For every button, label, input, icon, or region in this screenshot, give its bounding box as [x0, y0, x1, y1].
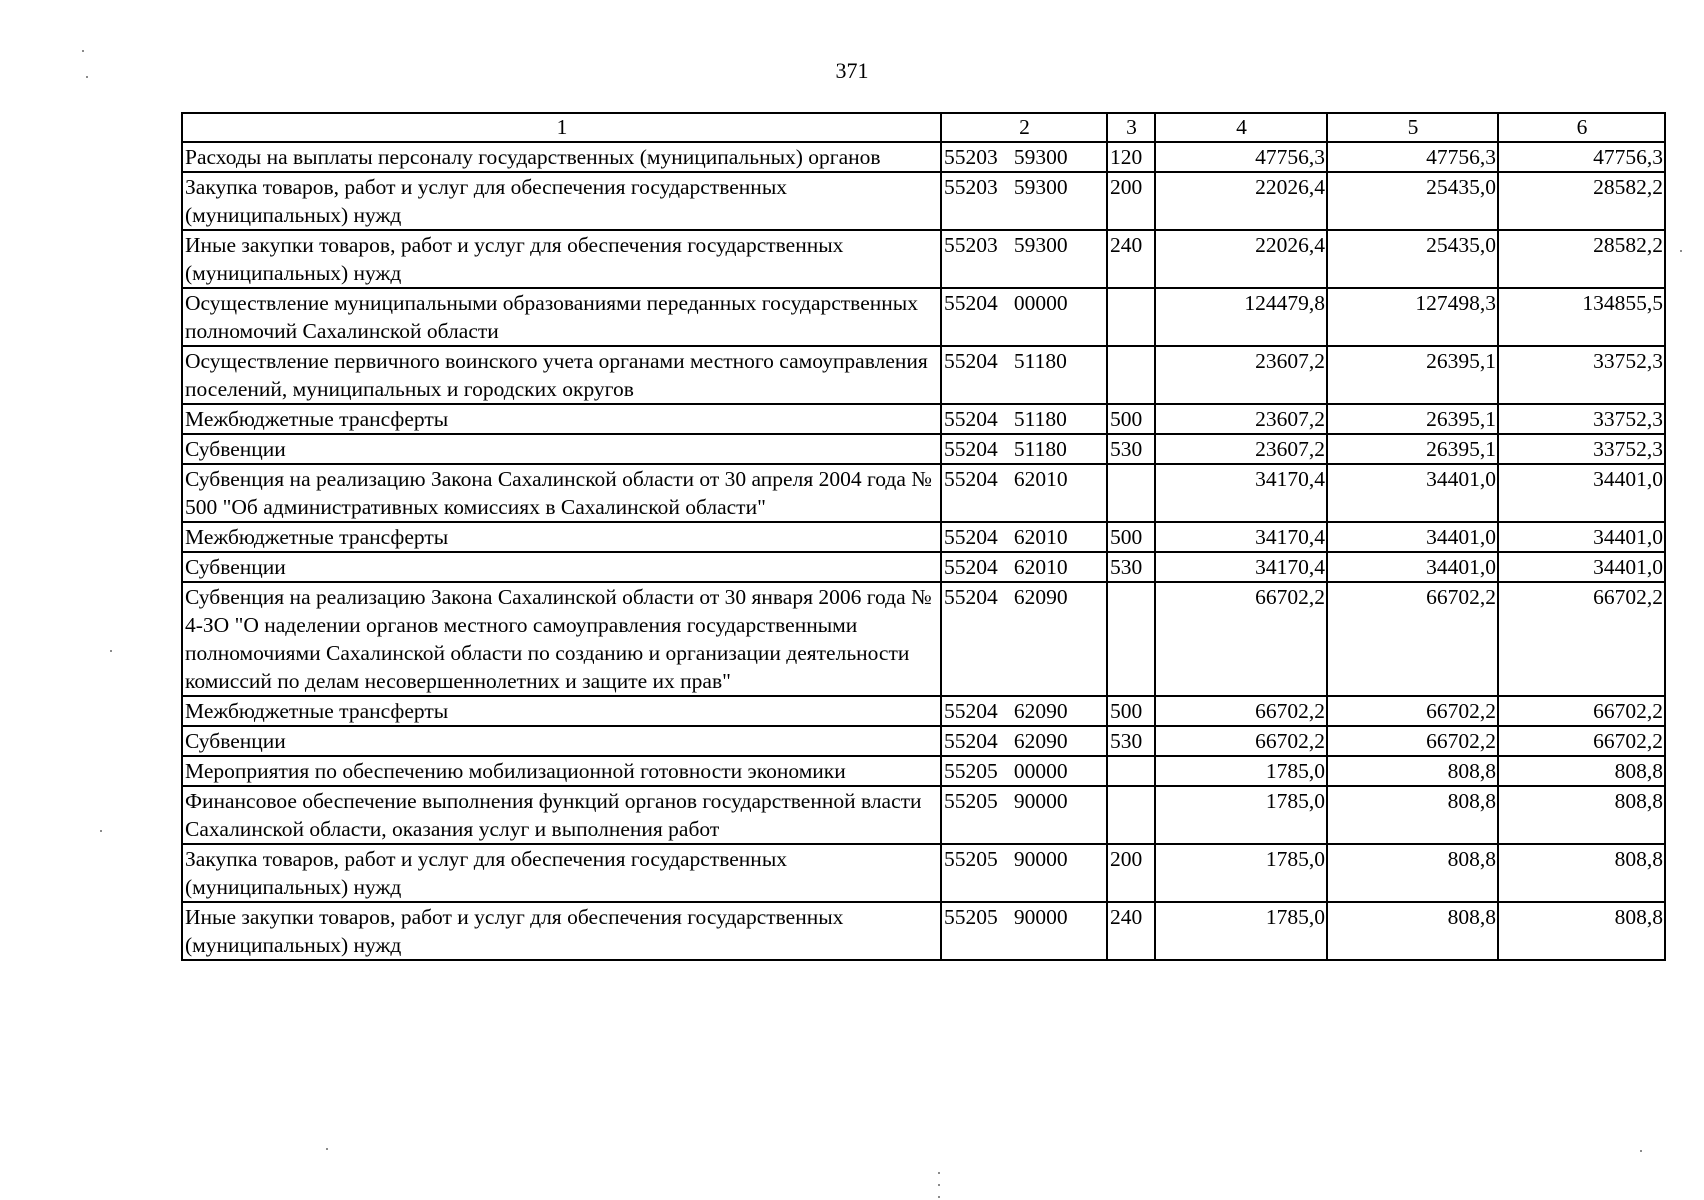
- row-name-cell: Субвенция на реализацию Закона Сахалинской области от 30 апреля 2004 года № 500 "Об административных комиссиях в Сахалинской области": [182, 464, 941, 522]
- row-value-col6: 808,8: [1498, 902, 1665, 960]
- row-name-cell: Расходы на выплаты персоналу государственных (муниципальных) органов: [182, 142, 941, 172]
- table-row: [182, 142, 1665, 172]
- row-name-cell: Межбюджетные трансферты: [182, 404, 941, 434]
- row-value-col4: 66702,2: [1155, 582, 1327, 696]
- column-header: 3: [1107, 113, 1155, 142]
- row-code-cell: 55205 00000: [941, 756, 1107, 786]
- row-value-col5: 66702,2: [1327, 696, 1498, 726]
- row-code-cell: 55205 90000: [941, 902, 1107, 960]
- row-value-col6: 66702,2: [1498, 582, 1665, 696]
- row-code-cell: 55204 62090: [941, 582, 1107, 696]
- scan-speck: [1640, 1150, 1642, 1152]
- page-number: 371: [835, 58, 869, 83]
- scan-speck: [82, 50, 84, 52]
- column-header: 6: [1498, 113, 1665, 142]
- row-value-col5: 26395,1: [1327, 404, 1498, 434]
- row-value-col6: 808,8: [1498, 786, 1665, 844]
- row-value-col6: 66702,2: [1498, 726, 1665, 756]
- row-value-col6: 808,8: [1498, 756, 1665, 786]
- scan-speck: [938, 1196, 940, 1198]
- row-name-cell: Субвенция на реализацию Закона Сахалинской области от 30 января 2006 года № 4-ЗО "О наделении органов местного самоуправления государственными полномочиями Сахалинской области по созданию и организации деятельности комиссий по делам несовершеннолетних и защите их прав": [182, 582, 941, 696]
- row-value-col5: 808,8: [1327, 844, 1498, 902]
- table-row: [182, 230, 1665, 288]
- row-type-cell: [1107, 464, 1155, 522]
- row-code-cell: 55204 00000: [941, 288, 1107, 346]
- table-row: [182, 844, 1665, 902]
- row-type-cell: 120: [1107, 142, 1155, 172]
- row-name-cell: Межбюджетные трансферты: [182, 522, 941, 552]
- row-name-cell: Осуществление муниципальными образованиями переданных государственных полномочий Сахалинской области: [182, 288, 941, 346]
- scan-speck: [938, 1172, 940, 1174]
- row-value-col5: 808,8: [1327, 786, 1498, 844]
- table-row: [182, 756, 1665, 786]
- scan-speck: [110, 650, 112, 652]
- row-code-cell: 55204 62010: [941, 464, 1107, 522]
- row-value-col6: 66702,2: [1498, 696, 1665, 726]
- row-value-col4: 47756,3: [1155, 142, 1327, 172]
- row-code-cell: 55204 62010: [941, 552, 1107, 582]
- row-value-col5: 34401,0: [1327, 552, 1498, 582]
- scan-speck: [938, 1184, 940, 1186]
- table-row: [182, 522, 1665, 552]
- row-value-col4: 1785,0: [1155, 844, 1327, 902]
- row-code-cell: 55205 90000: [941, 786, 1107, 844]
- row-value-col6: 28582,2: [1498, 172, 1665, 230]
- scan-speck: [100, 830, 102, 832]
- table-row: [182, 288, 1665, 346]
- row-name-cell: Закупка товаров, работ и услуг для обеспечения государственных (муниципальных) нужд: [182, 172, 941, 230]
- row-type-cell: [1107, 786, 1155, 844]
- row-name-cell: Закупка товаров, работ и услуг для обеспечения государственных (муниципальных) нужд: [182, 844, 941, 902]
- row-value-col5: 66702,2: [1327, 726, 1498, 756]
- row-value-col4: 1785,0: [1155, 902, 1327, 960]
- row-type-cell: 500: [1107, 404, 1155, 434]
- row-value-col4: 22026,4: [1155, 172, 1327, 230]
- column-header: 1: [182, 113, 941, 142]
- row-value-col4: 34170,4: [1155, 522, 1327, 552]
- row-value-col6: 34401,0: [1498, 464, 1665, 522]
- table-body: [182, 142, 1665, 960]
- row-code-cell: 55203 59300: [941, 230, 1107, 288]
- row-code-cell: 55204 51180: [941, 346, 1107, 404]
- column-header: 2: [941, 113, 1107, 142]
- row-value-col6: 47756,3: [1498, 142, 1665, 172]
- row-value-col5: 26395,1: [1327, 434, 1498, 464]
- table-row: [182, 696, 1665, 726]
- row-name-cell: Межбюджетные трансферты: [182, 696, 941, 726]
- table-row: [182, 346, 1665, 404]
- column-header: 5: [1327, 113, 1498, 142]
- row-value-col6: 33752,3: [1498, 404, 1665, 434]
- row-name-cell: Иные закупки товаров, работ и услуг для обеспечения государственных (муниципальных) нужд: [182, 230, 941, 288]
- row-value-col4: 1785,0: [1155, 756, 1327, 786]
- row-value-col5: 26395,1: [1327, 346, 1498, 404]
- row-type-cell: 500: [1107, 522, 1155, 552]
- row-name-cell: Субвенции: [182, 726, 941, 756]
- row-value-col4: 124479,8: [1155, 288, 1327, 346]
- table-row: [182, 464, 1665, 522]
- row-type-cell: 500: [1107, 696, 1155, 726]
- row-type-cell: 200: [1107, 172, 1155, 230]
- row-value-col4: 34170,4: [1155, 552, 1327, 582]
- table-row: [182, 172, 1665, 230]
- row-value-col4: 1785,0: [1155, 786, 1327, 844]
- row-name-cell: Иные закупки товаров, работ и услуг для обеспечения государственных (муниципальных) нужд: [182, 902, 941, 960]
- table-row: [182, 902, 1665, 960]
- row-value-col5: 808,8: [1327, 902, 1498, 960]
- column-header: 4: [1155, 113, 1327, 142]
- row-name-cell: Субвенции: [182, 552, 941, 582]
- table-row: [182, 786, 1665, 844]
- row-value-col6: 33752,3: [1498, 346, 1665, 404]
- row-type-cell: [1107, 288, 1155, 346]
- table-row: [182, 726, 1665, 756]
- row-code-cell: 55204 62010: [941, 522, 1107, 552]
- row-value-col4: 66702,2: [1155, 696, 1327, 726]
- table-row: [182, 434, 1665, 464]
- row-type-cell: [1107, 346, 1155, 404]
- row-value-col6: 808,8: [1498, 844, 1665, 902]
- row-value-col5: 808,8: [1327, 756, 1498, 786]
- row-code-cell: 55205 90000: [941, 844, 1107, 902]
- row-value-col6: 34401,0: [1498, 522, 1665, 552]
- row-name-cell: Субвенции: [182, 434, 941, 464]
- row-value-col5: 34401,0: [1327, 464, 1498, 522]
- row-code-cell: 55204 62090: [941, 726, 1107, 756]
- row-name-cell: Осуществление первичного воинского учета органами местного самоуправления поселений, муниципальных и городских округов: [182, 346, 941, 404]
- row-code-cell: 55204 62090: [941, 696, 1107, 726]
- row-value-col6: 33752,3: [1498, 434, 1665, 464]
- row-value-col4: 23607,2: [1155, 346, 1327, 404]
- row-code-cell: 55204 51180: [941, 404, 1107, 434]
- table-header-row: [182, 113, 1665, 142]
- scan-speck: [1680, 250, 1682, 252]
- table-row: [182, 552, 1665, 582]
- row-value-col5: 34401,0: [1327, 522, 1498, 552]
- table-row: [182, 582, 1665, 696]
- row-value-col5: 25435,0: [1327, 172, 1498, 230]
- row-type-cell: [1107, 582, 1155, 696]
- row-value-col5: 66702,2: [1327, 582, 1498, 696]
- budget-table: [181, 112, 1666, 961]
- row-type-cell: 530: [1107, 434, 1155, 464]
- scan-speck: [86, 76, 88, 78]
- row-value-col5: 25435,0: [1327, 230, 1498, 288]
- row-code-cell: 55203 59300: [941, 142, 1107, 172]
- row-value-col4: 66702,2: [1155, 726, 1327, 756]
- row-value-col6: 134855,5: [1498, 288, 1665, 346]
- row-name-cell: Финансовое обеспечение выполнения функций органов государственной власти Сахалинской области, оказания услуг и выполнения работ: [182, 786, 941, 844]
- row-type-cell: 530: [1107, 726, 1155, 756]
- row-code-cell: 55204 51180: [941, 434, 1107, 464]
- row-type-cell: 200: [1107, 844, 1155, 902]
- row-name-cell: Мероприятия по обеспечению мобилизационной готовности экономики: [182, 756, 941, 786]
- scan-speck: [326, 1148, 328, 1150]
- row-type-cell: 530: [1107, 552, 1155, 582]
- row-value-col4: 23607,2: [1155, 404, 1327, 434]
- row-value-col5: 127498,3: [1327, 288, 1498, 346]
- row-type-cell: 240: [1107, 902, 1155, 960]
- table-row: [182, 404, 1665, 434]
- row-type-cell: [1107, 756, 1155, 786]
- row-value-col4: 23607,2: [1155, 434, 1327, 464]
- row-value-col6: 34401,0: [1498, 552, 1665, 582]
- row-value-col6: 28582,2: [1498, 230, 1665, 288]
- row-type-cell: 240: [1107, 230, 1155, 288]
- row-value-col4: 22026,4: [1155, 230, 1327, 288]
- row-code-cell: 55203 59300: [941, 172, 1107, 230]
- row-value-col4: 34170,4: [1155, 464, 1327, 522]
- row-value-col5: 47756,3: [1327, 142, 1498, 172]
